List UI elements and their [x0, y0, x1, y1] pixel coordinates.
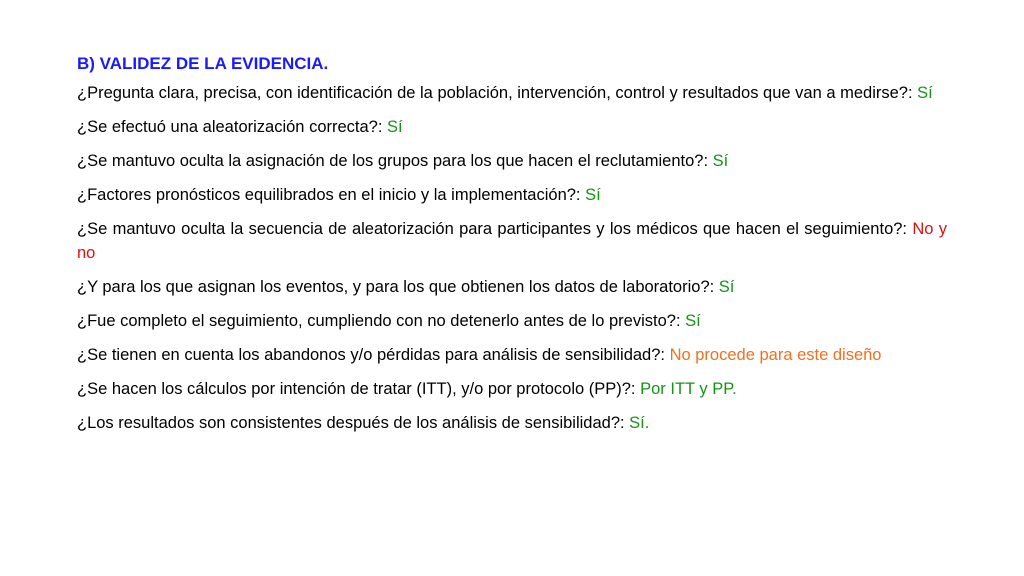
question-text: ¿Se tienen en cuenta los abandonos y/o pérdidas para análisis de sensibilidad?:	[77, 346, 670, 364]
checklist-item	[77, 343, 947, 367]
question-text: ¿Fue completo el seguimiento, cumpliendo con no detenerlo antes de lo previsto?:	[77, 312, 686, 330]
answer-text: Sí	[917, 84, 933, 102]
question-text: ¿Factores pronósticos equilibrados en el inicio y la implementación?:	[77, 186, 586, 204]
checklist-item	[77, 377, 947, 401]
answer-text: Sí	[718, 278, 735, 296]
question-text: ¿Se mantuvo oculta la asignación de los grupos para los que hacen el reclutamiento?:	[77, 152, 713, 170]
checklist	[77, 81, 947, 435]
answer-text: Sí	[685, 312, 701, 330]
question-text: ¿Y para los que asignan los eventos, y para los que obtienen los datos de laboratorio?:	[77, 278, 719, 296]
checklist-item	[77, 411, 947, 435]
answer-text: Sí	[387, 118, 403, 136]
answer-text: Por ITT y PP.	[640, 380, 737, 398]
answer-text: Sí	[712, 152, 729, 170]
answer-text: No procede para este diseño	[669, 346, 882, 364]
checklist-item	[77, 183, 947, 207]
answer-text: Sí.	[629, 414, 650, 432]
question-text: ¿Los resultados son consistentes después de los análisis de sensibilidad?:	[77, 414, 630, 432]
answer-text: No y no	[77, 220, 947, 262]
checklist-item	[77, 115, 947, 139]
checklist-item	[77, 275, 947, 299]
question-text: ¿Pregunta clara, precisa, con identificación de la población, intervención, control y resultados que van a medirse?:	[77, 84, 918, 102]
checklist-item	[77, 217, 947, 265]
question-text: ¿Se mantuvo oculta la secuencia de aleatorización para participantes y los médicos que hacen el seguimiento?:	[77, 220, 913, 238]
slide-content	[77, 52, 947, 445]
checklist-item	[77, 309, 947, 333]
question-text: ¿Se hacen los cálculos por intención de tratar (ITT), y/o por protocolo (PP)?:	[77, 380, 641, 398]
checklist-item	[77, 81, 947, 105]
question-text: ¿Se efectuó una aleatorización correcta?:	[77, 118, 388, 136]
answer-text: Sí	[585, 186, 601, 204]
checklist-item	[77, 149, 947, 173]
section-title: B) VALIDEZ DE LA EVIDENCIA.	[77, 54, 329, 73]
